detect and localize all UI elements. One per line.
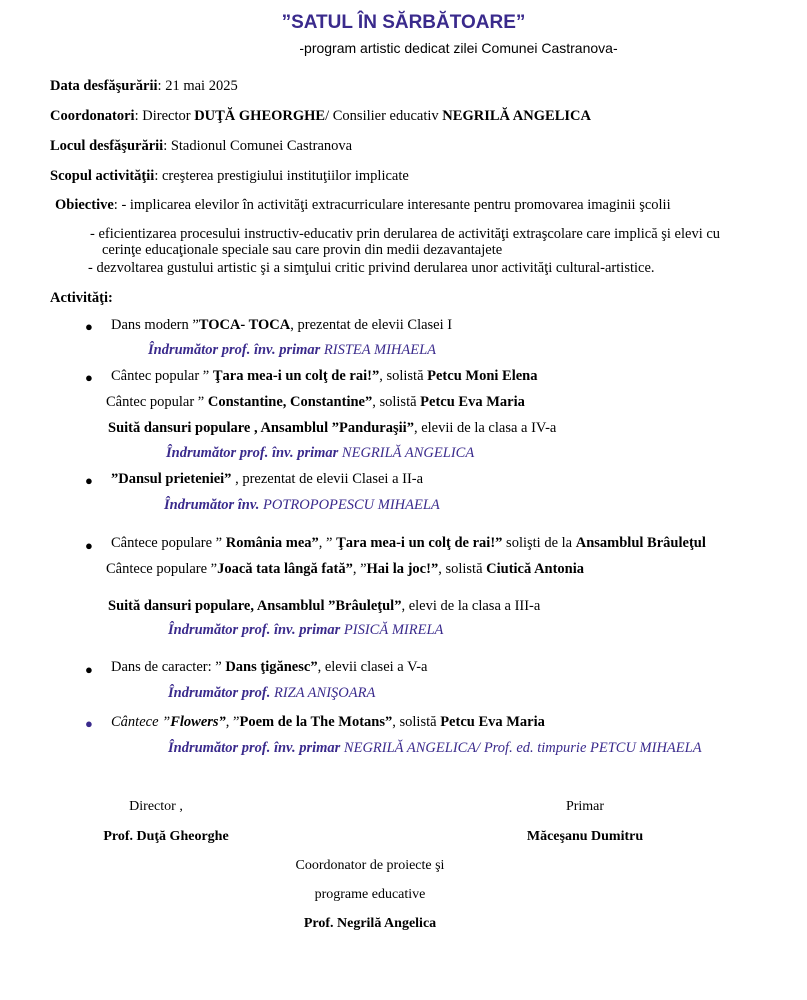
director-role: Director , <box>129 799 183 814</box>
activities-heading <box>50 290 113 307</box>
activity-6-guide <box>168 740 702 757</box>
a6-guide-label: Îndrumător prof. înv. primar <box>168 740 341 756</box>
a2-guide-label: Îndrumător prof. înv. primar <box>166 445 339 461</box>
a5-guide-label: Îndrumător prof. <box>168 685 271 701</box>
a2-l1-soloist: Petcu Moni Elena <box>427 368 538 384</box>
date-line <box>50 78 238 95</box>
page-subtitle: -program artistic dedicat zilei Comunei Castranova- <box>299 40 618 56</box>
bullet-icon: ● <box>85 473 93 488</box>
a4-l1-ensemble: Ansamblul Brâuleţul <box>575 535 706 551</box>
objectives-label: Obiective <box>55 197 114 213</box>
coord-pre: : Director <box>134 108 195 124</box>
activity-5-guide <box>168 685 375 702</box>
bullet-icon: ● <box>85 716 93 731</box>
a4-l1-title-1: România mea” <box>225 535 319 551</box>
a2-l3-post: , elevii de la clasa a IV-a <box>413 420 557 436</box>
activity-6 <box>111 714 545 731</box>
a5-pre: Dans de caracter: ” <box>111 659 226 675</box>
activity-2-line-1 <box>111 368 538 385</box>
a3-guide-label: Îndrumător înv. <box>164 497 260 513</box>
a4-l2-soloist: Ciutică Antonia <box>486 561 585 577</box>
a6-title-2: Poem de la The Motans” <box>239 714 393 730</box>
activity-1 <box>111 317 452 334</box>
page-title: ”SATUL ÎN SĂRBĂTOARE” <box>281 12 526 33</box>
bullet-icon: ● <box>85 370 93 385</box>
a4-l1-title-2: Ţara mea-i un colţ de rai!” <box>336 535 503 551</box>
a4-l2-title-1: Joacă tata lângă fată” <box>217 561 353 577</box>
a6-pre: Cântece ” <box>111 714 171 730</box>
activity-2-line-3 <box>108 420 556 437</box>
a1-post: , prezentat de elevii Clasei I <box>290 317 453 333</box>
mayor-name-text: Măceşanu Dumitru <box>526 829 644 844</box>
a2-l2-soloist: Petcu Eva Maria <box>420 394 525 410</box>
activities-label: Activităţi: <box>50 290 113 306</box>
mayor-role: Primar <box>565 799 605 814</box>
date-value: : 21 mai 2025 <box>157 78 238 94</box>
coord-name-2: NEGRILĂ ANGELICA <box>442 108 591 124</box>
a4-l1-mid: , ” <box>318 535 337 551</box>
bullet-icon: ● <box>85 538 93 553</box>
a4-guide-name: PISICĂ MIRELA <box>340 622 444 638</box>
activity-1-guide <box>148 342 436 359</box>
objective-2-line-1: - eficientizarea procesului instructiv-educativ prin derularea de activităţi extraşcolare care implică şi elevi cu <box>90 226 721 242</box>
activity-4-guide <box>168 622 443 639</box>
a6-title-1: Flowers” <box>170 714 226 730</box>
a1-guide-name: RISTEA MIHAELA <box>320 342 437 358</box>
a4-l2-mid-2: , solistă <box>438 561 487 577</box>
mayor-name <box>505 829 665 845</box>
a2-guide-name: NEGRILĂ ANGELICA <box>338 445 475 461</box>
scope-value: : creşterea prestigiului instituţiilor implicate <box>154 168 409 184</box>
coord-mid: / Consilier educativ <box>325 108 443 124</box>
coordinator-role-2: programe educative <box>314 887 426 902</box>
a2-l1-pre: Cântec popular ” <box>111 368 213 384</box>
a3-post: , prezentat de elevii Clasei a II-a <box>231 471 424 487</box>
a5-guide-name: RIZA ANIŞOARA <box>270 685 376 701</box>
bullet-icon: ● <box>85 319 93 334</box>
a2-l1-mid: , solistă <box>379 368 428 384</box>
a4-l2-pre: Cântece populare ” <box>106 561 218 577</box>
a4-l1-pre: Cântece populare ” <box>111 535 226 551</box>
a2-l2-mid: , solistă <box>372 394 421 410</box>
director-name-text: Prof. Duţă Gheorghe <box>103 829 229 844</box>
coordinator-name-text: Prof. Negrilă Angelica <box>303 916 437 931</box>
activity-3-guide <box>164 497 440 514</box>
a5-title: Dans ţigănesc” <box>225 659 318 675</box>
a3-title: ”Dansul prieteniei” <box>111 471 232 487</box>
activity-2-line-2 <box>106 394 525 411</box>
a2-l1-title: Ţara mea-i un colţ de rai!” <box>212 368 380 384</box>
place-line <box>50 138 352 155</box>
bullet-icon: ● <box>85 662 93 677</box>
coordinator-role-1: Coordonator de proiecte şi <box>295 858 445 873</box>
a4-l3-post: , elevi de la clasa a III-a <box>401 598 541 614</box>
activity-4-line-1 <box>111 535 706 552</box>
objective-3: - dezvoltarea gustului artistic şi a simţului critic privind derularea unor activităţi cultural-artistice. <box>88 260 655 276</box>
a1-title: TOCA- TOCA <box>198 317 291 333</box>
a2-l2-pre: Cântec popular ” <box>106 394 208 410</box>
activity-4-line-2 <box>106 561 584 578</box>
place-label: Locul desfăşurării <box>50 138 164 154</box>
a2-l2-title: Constantine, Constantine” <box>207 394 373 410</box>
a1-guide-label: Îndrumător prof. înv. primar <box>148 342 321 358</box>
a5-post: , elevii clasei a V-a <box>317 659 428 675</box>
objective-2-line-2: cerinţe educaţionale speciale sau care provin din medii dezavantajete <box>102 242 503 258</box>
date-label: Data desfăşurării <box>50 78 158 94</box>
a4-l2-title-2: Hai la joc!” <box>366 561 439 577</box>
director-name <box>86 829 246 845</box>
activity-5 <box>111 659 428 676</box>
a4-l3-title: Suită dansuri populare, Ansamblul ”Brâuleţul” <box>108 598 402 614</box>
coord-name-1: DUŢĂ GHEORGHE <box>194 108 326 124</box>
objectives-line <box>55 197 671 214</box>
coordinators-line <box>50 108 591 125</box>
coord-label: Coordonatori <box>50 108 135 124</box>
a2-l3-title: Suită dansuri populare , Ansamblul ”Panduraşii” <box>108 420 414 436</box>
a4-l2-mid: , ” <box>352 561 367 577</box>
coordinator-name <box>270 916 470 932</box>
a3-guide-name: POTROPOPESCU MIHAELA <box>259 497 440 513</box>
a4-l1-mid-2: solişti de la <box>502 535 576 551</box>
scope-label: Scopul activităţii <box>50 168 155 184</box>
place-value: : Stadionul Comunei Castranova <box>163 138 353 154</box>
a1-pre: Dans modern ” <box>111 317 199 333</box>
activity-3 <box>111 471 423 488</box>
activity-2-guide <box>166 445 474 462</box>
activity-4-line-3 <box>108 598 540 615</box>
a4-guide-label: Îndrumător prof. înv. primar <box>168 622 341 638</box>
a6-soloist: Petcu Eva Maria <box>440 714 545 730</box>
scope-line <box>50 168 409 185</box>
a6-mid: , ” <box>225 714 240 730</box>
a6-mid-2: , solistă <box>392 714 441 730</box>
objective-1: : - implicarea elevilor în activităţi extracurriculare interesante pentru promovarea imaginii şcolii <box>113 197 671 213</box>
a6-guide-name: NEGRILĂ ANGELICA/ Prof. ed. timpurie PETCU MIHAELA <box>340 740 702 756</box>
